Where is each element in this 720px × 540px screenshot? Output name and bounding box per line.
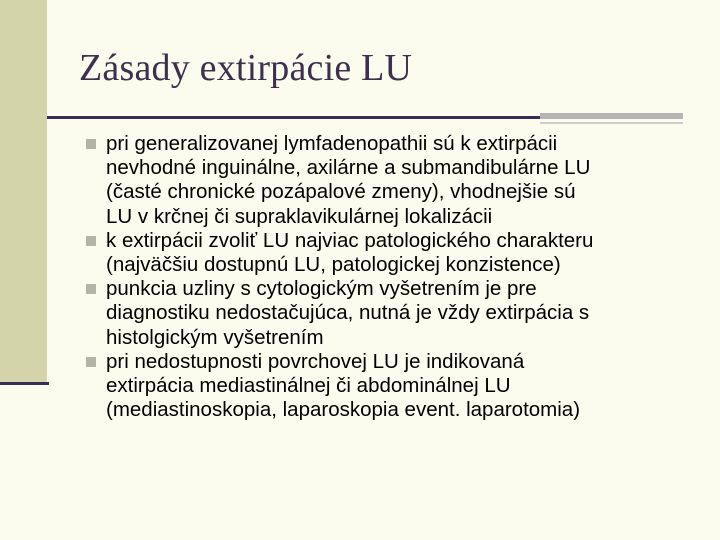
bullet-line: extirpácia mediastinálnej či abdominálnej LU (106, 374, 511, 398)
bullet-line: diagnostiku nedostačujúca, nutná je vždy extirpácia s (106, 301, 590, 325)
bullet-item (86, 229, 706, 277)
left-accent-bar (0, 0, 47, 384)
bullet-line: LU v krčnej či supraklavikulárnej lokalizácii (106, 204, 493, 228)
bullet-list (86, 132, 706, 422)
title-underline-accent-thin (540, 122, 683, 124)
bullet-line: k extirpácii zvoliť LU najviac patologického charakteru (106, 228, 594, 252)
square-bullet-icon (86, 139, 96, 149)
bullet-item (86, 277, 706, 350)
bullet-line: punkcia uzliny s cytologickým vyšetrením je pre (106, 277, 537, 301)
bullet-item (86, 132, 706, 229)
bullet-line: nevhodné inguinálne, axilárne a submandibulárne LU (106, 156, 591, 180)
square-bullet-icon (86, 284, 96, 294)
bullet-line: (časté chronické pozápalové zmeny), vhodnejšie sú (106, 180, 576, 204)
title-underline (47, 116, 540, 119)
left-accent-line (0, 382, 49, 385)
title-underline-accent (540, 113, 683, 119)
slide-title: Zásady extirpácie LU (79, 47, 413, 89)
bullet-item (86, 350, 706, 423)
bullet-line: pri nedostupnosti povrchovej LU je indikovaná (106, 349, 525, 373)
square-bullet-icon (86, 357, 96, 367)
bullet-line: histolgickým vyšetrením (106, 325, 324, 349)
square-bullet-icon (86, 236, 96, 246)
bullet-line: (mediastinoskopia, laparoskopia event. laparotomia) (106, 398, 581, 422)
bullet-line: pri generalizovanej lymfadenopathii sú k extirpácii (106, 132, 558, 155)
bullet-line: (najväčšiu dostupnú LU, patologickej konzistence) (106, 253, 561, 277)
